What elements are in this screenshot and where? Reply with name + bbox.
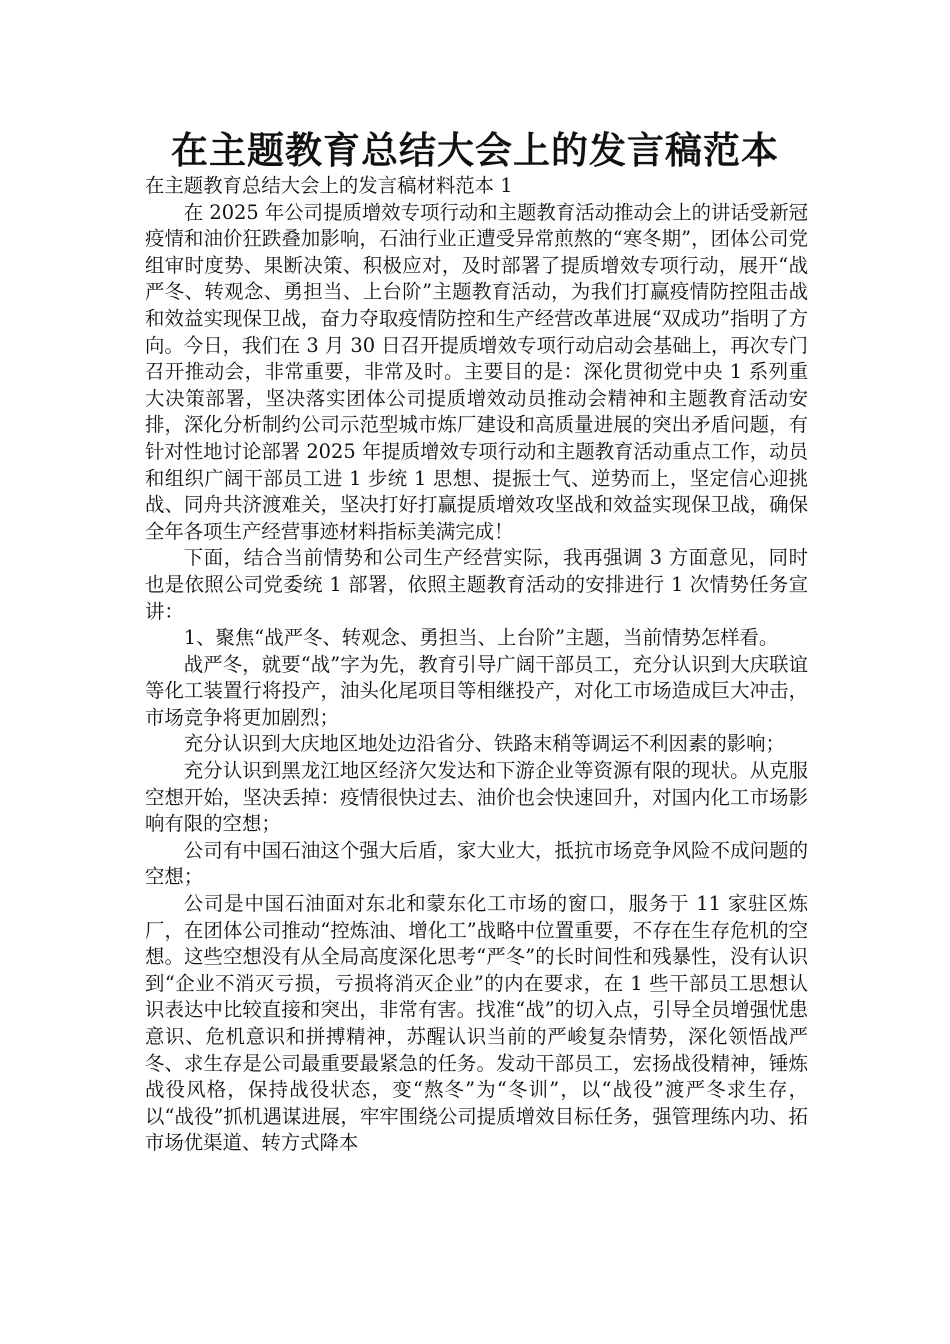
document-body <box>145 173 808 1157</box>
document-subtitle: 在主题教育总结大会上的发言稿材料范本 1 <box>145 174 513 197</box>
paragraph: 战严冬，就要“战”字为先，教育引导广阔干部员工，充分认识到大庆联谊等化工装置行将投产，油头化尾项目等相继投产，对化工市场造成巨大冲击，市场竞争将更加剧烈； <box>145 652 808 729</box>
paragraph: 在 2025 年公司提质增效专项行动和主题教育活动推动会上的讲话受新冠疫情和油价狂跌叠加影响，石油行业正遭受异常煎熬的“寒冬期”，团体公司党组审时度势、果断决策、积极应对，及时部署了提质增效专项行动，展开“战严冬、转观念、勇担当、上台阶”主题教育活动，为我们打赢疫情防控阻击战和效益实现保卫战，奋力夺取疫情防控和生产经营改革进展“双成功”指明了方向。今日，我们在 3 月 30 日召开提质增效专项行动启动会基础上，再次专门召开推动会，非常重要，非常及时。主要目的是：深化贯彻党中央 1 系列重大决策部署，坚决落实团体公司提质增效动员推动会精神和主题教育活动安排，深化分析制约公司示范型城市炼厂建设和高质量进展的突出矛盾问题，有针对性地讨论部署 2025 年提质增效专项行动和主题教育活动重点工作，动员和组织广阔干部员工进 1 步统 1 思想、提振士气、逆势而上，坚定信心迎挑战、同舟共济渡难关，坚决打好打赢提质增效攻坚战和效益实现保卫战，确保全年各项生产经营事迹材料指标美满完成！ <box>145 200 808 543</box>
paragraph: 充分认识到大庆地区地处边沿省分、铁路末稍等调运不利因素的影响； <box>183 732 785 756</box>
paragraph: 公司是中国石油面对东北和蒙东化工市场的窗口，服务于 11 家驻区炼厂，在团体公司推动“控炼油、增化工”战略中位置重要，不存在生存危机的空想。这些空想没有从全局高度深化思考“严冬”的长时间性和残暴性，没有认识到“企业不消灭亏损，亏损将消灭企业”的内在要求，在 1 些干部员工思想认识表达中比较直接和突出，非常有害。找准“战”的切入点，引导全员增强忧患意识、危机意识和拼搏精神，苏醒认识当前的严峻复杂情势，深化领悟战严冬、求生存是公司最重要最紧急的任务。发动干部员工，宏扬战役精神，锤炼战役风格，保持战役状态，变“熬冬”为“冬训”，以“战役”渡严冬求生存，以“战役”抓机遇谋进展，牢牢围绕公司提质增效目标任务，强管理练内功、拓市场优渠道、转方式降本 <box>145 892 808 1155</box>
paragraph: 1、聚焦“战严冬、转观念、勇担当、上台阶”主题，当前情势怎样看。 <box>183 626 779 650</box>
paragraph: 下面，结合当前情势和公司生产经营实际，我再强调 3 方面意见，同时也是依照公司党委统 1 部署，依照主题教育活动的安排进行 1 次情势任务宣讲： <box>145 546 808 623</box>
document-title: 在主题教育总结大会上的发言稿范本 <box>171 129 779 172</box>
paragraph: 公司有中国石油这个强大后盾，家大业大，抵抗市场竞争风险不成问题的空想； <box>145 838 808 889</box>
paragraph: 充分认识到黑龙江地区经济欠发达和下游企业等资源有限的现状。从克服空想开始，坚决丢掉：疫情很快过去、油价也会快速回升，对国内化工市场影响有限的空想； <box>145 759 808 836</box>
